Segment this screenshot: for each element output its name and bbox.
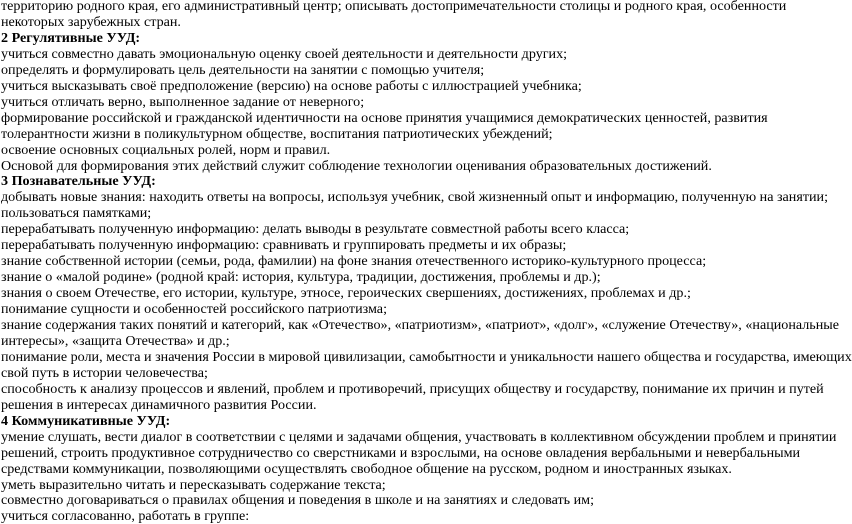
text-line: знание собственной истории (семьи, рода, фамилии) на фоне знания отечественного историко-культурного процесса; bbox=[1, 253, 707, 270]
text-line: свой путь в истории человечества; bbox=[1, 364, 208, 381]
text-line: способность к анализу процессов и явлений, проблем и противоречий, присущих обществу и государству, понимание их причин и путей bbox=[1, 380, 824, 397]
section-heading: 3 Познавательные УУД: bbox=[1, 173, 156, 190]
text-line: интересы», «защита Отечества» и др.; bbox=[1, 332, 230, 349]
text-line: освоение основных социальных ролей, норм и правил. bbox=[1, 141, 331, 158]
text-line: учиться высказывать своё предположение (версию) на основе работы с иллюстрацией учебника; bbox=[1, 77, 582, 94]
text-line: понимание роли, места и значения России в мировой цивилизации, самобытности и уникальности нашего общества и государства, имеющих bbox=[1, 348, 852, 365]
text-line: совместно договариваться о правилах общения и поведения в школе и на занятиях и следовать им; bbox=[1, 492, 594, 509]
text-line: понимание сущности и особенностей российского патриотизма; bbox=[1, 301, 387, 318]
text-line: знание содержания таких понятий и категорий, как «Отечество», «патриотизм», «патриот», «долг», «служение Отечеству», «национальные bbox=[1, 317, 839, 333]
text-line: умение слушать, вести диалог в соответствии с целями и задачами общения, участвовать в коллективном обсуждении проблем и принятии bbox=[1, 428, 837, 445]
text-line: добывать новые знания: находить ответы на вопросы, используя учебник, свой жизненный опыт и информацию, полученную на занятии; bbox=[1, 189, 828, 206]
text-line: пользоваться памятками; bbox=[1, 205, 152, 222]
text-line: знания о своем Отечестве, его истории, культуре, этносе, героических свершениях, достижениях, проблемах и др.; bbox=[1, 285, 691, 302]
text-line: средствами коммуникации, позволяющими осуществлять свободное общение на русском, родном и иностранных языках. bbox=[1, 460, 732, 477]
text-line: знание о «малой родине» (родной край: история, культура, традиции, достижения, проблемы и др.); bbox=[1, 269, 601, 286]
text-line: территорию родного края, его административный центр; описывать достопримечательности столицы и родного края, особенности bbox=[1, 0, 787, 14]
text-line: некоторых зарубежных стран. bbox=[1, 13, 181, 30]
text-line: формирование российской и гражданской идентичности на основе принятия учащимися демократических ценностей, развития bbox=[1, 109, 768, 126]
text-line: учиться совместно давать эмоциональную оценку своей деятельности и деятельности других; bbox=[1, 45, 568, 62]
section-heading: 4 Коммуникативные УУД: bbox=[1, 412, 171, 429]
text-line: перерабатывать полученную информацию: делать выводы в результате совместной работы всего класса; bbox=[1, 221, 630, 238]
text-line: решения в интересах динамичного развития России. bbox=[1, 396, 317, 413]
text-line: учиться согласованно, работать в группе: bbox=[1, 508, 250, 524]
text-line: уметь выразительно читать и пересказывать содержание текста; bbox=[1, 476, 386, 493]
text-line: решений, строить продуктивное сотрудничество со сверстниками и взрослыми, на основе овладения вербальными и невербальными bbox=[1, 444, 801, 461]
section-heading: 2 Регулятивные УУД: bbox=[1, 29, 141, 46]
text-line: толерантности жизни в поликультурном обществе, воспитания патриотических убеждений; bbox=[1, 125, 553, 142]
text-line: определять и формулировать цель деятельности на занятии с помощью учителя; bbox=[1, 61, 485, 78]
text-line: перерабатывать полученную информацию: сравнивать и группировать предметы и их образы; bbox=[1, 237, 567, 254]
text-line: Основой для формирования этих действий служит соблюдение технологии оценивания образовательных достижений. bbox=[1, 157, 712, 174]
text-line: учиться отличать верно, выполненное задание от неверного; bbox=[1, 93, 365, 110]
